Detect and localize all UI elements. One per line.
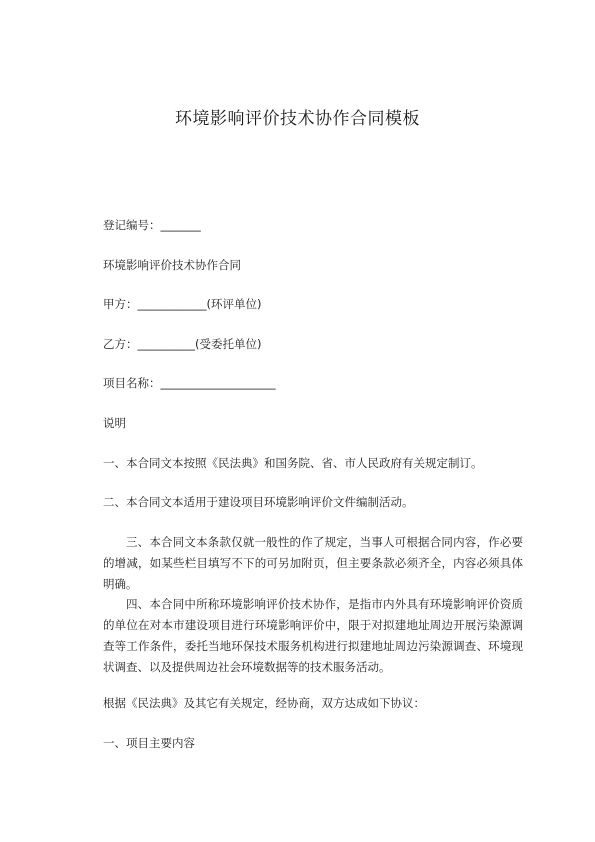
note-3: 三、本合同文本条款仅就一般性的作了规定，当事人可根据合同内容，作必要的增减，如某些栏目填写不下的可另加附页，但主要条款必须齐全，内容必须具体明确。: [103, 535, 523, 591]
project-name-line: 项目名称：____________________: [103, 376, 276, 390]
document-title: 环境影响评价技术协作合同模板: [175, 109, 420, 129]
party-a-line: 甲方：____________(环评单位): [103, 297, 262, 311]
agreement-intro: 根据《民法典》及其它有关规定，经协商，双方达成如下协议：: [103, 696, 425, 710]
party-b-line: 乙方：__________(受委托单位): [103, 337, 262, 351]
note-1: 一、本合同文本按照《民法典》和国务院、省、市人民政府有关规定制订。: [103, 456, 483, 470]
contract-name: 环境影响评价技术协作合同: [103, 258, 241, 272]
note-4: 四、本合同中所称环境影响评价技术协作，是指市内外具有环境影响评价资质的单位在对本市建设项目进行环境影响评价中，限于对拟建地址周边开展污染源调查等工作条件，委托当地环保技术服务机构进行拟建地址周边污染源调查、环境现状调查、以及提供周边社会环境数据等的技术服务活动。: [103, 597, 523, 674]
section-1-heading: 一、项目主要内容: [103, 736, 195, 750]
explanation-heading: 说明: [103, 416, 126, 430]
registration-number: 登记编号：_______: [103, 218, 201, 232]
note-2: 二、本合同文本适用于建设项目环境影响评价文件编制活动。: [103, 495, 414, 509]
